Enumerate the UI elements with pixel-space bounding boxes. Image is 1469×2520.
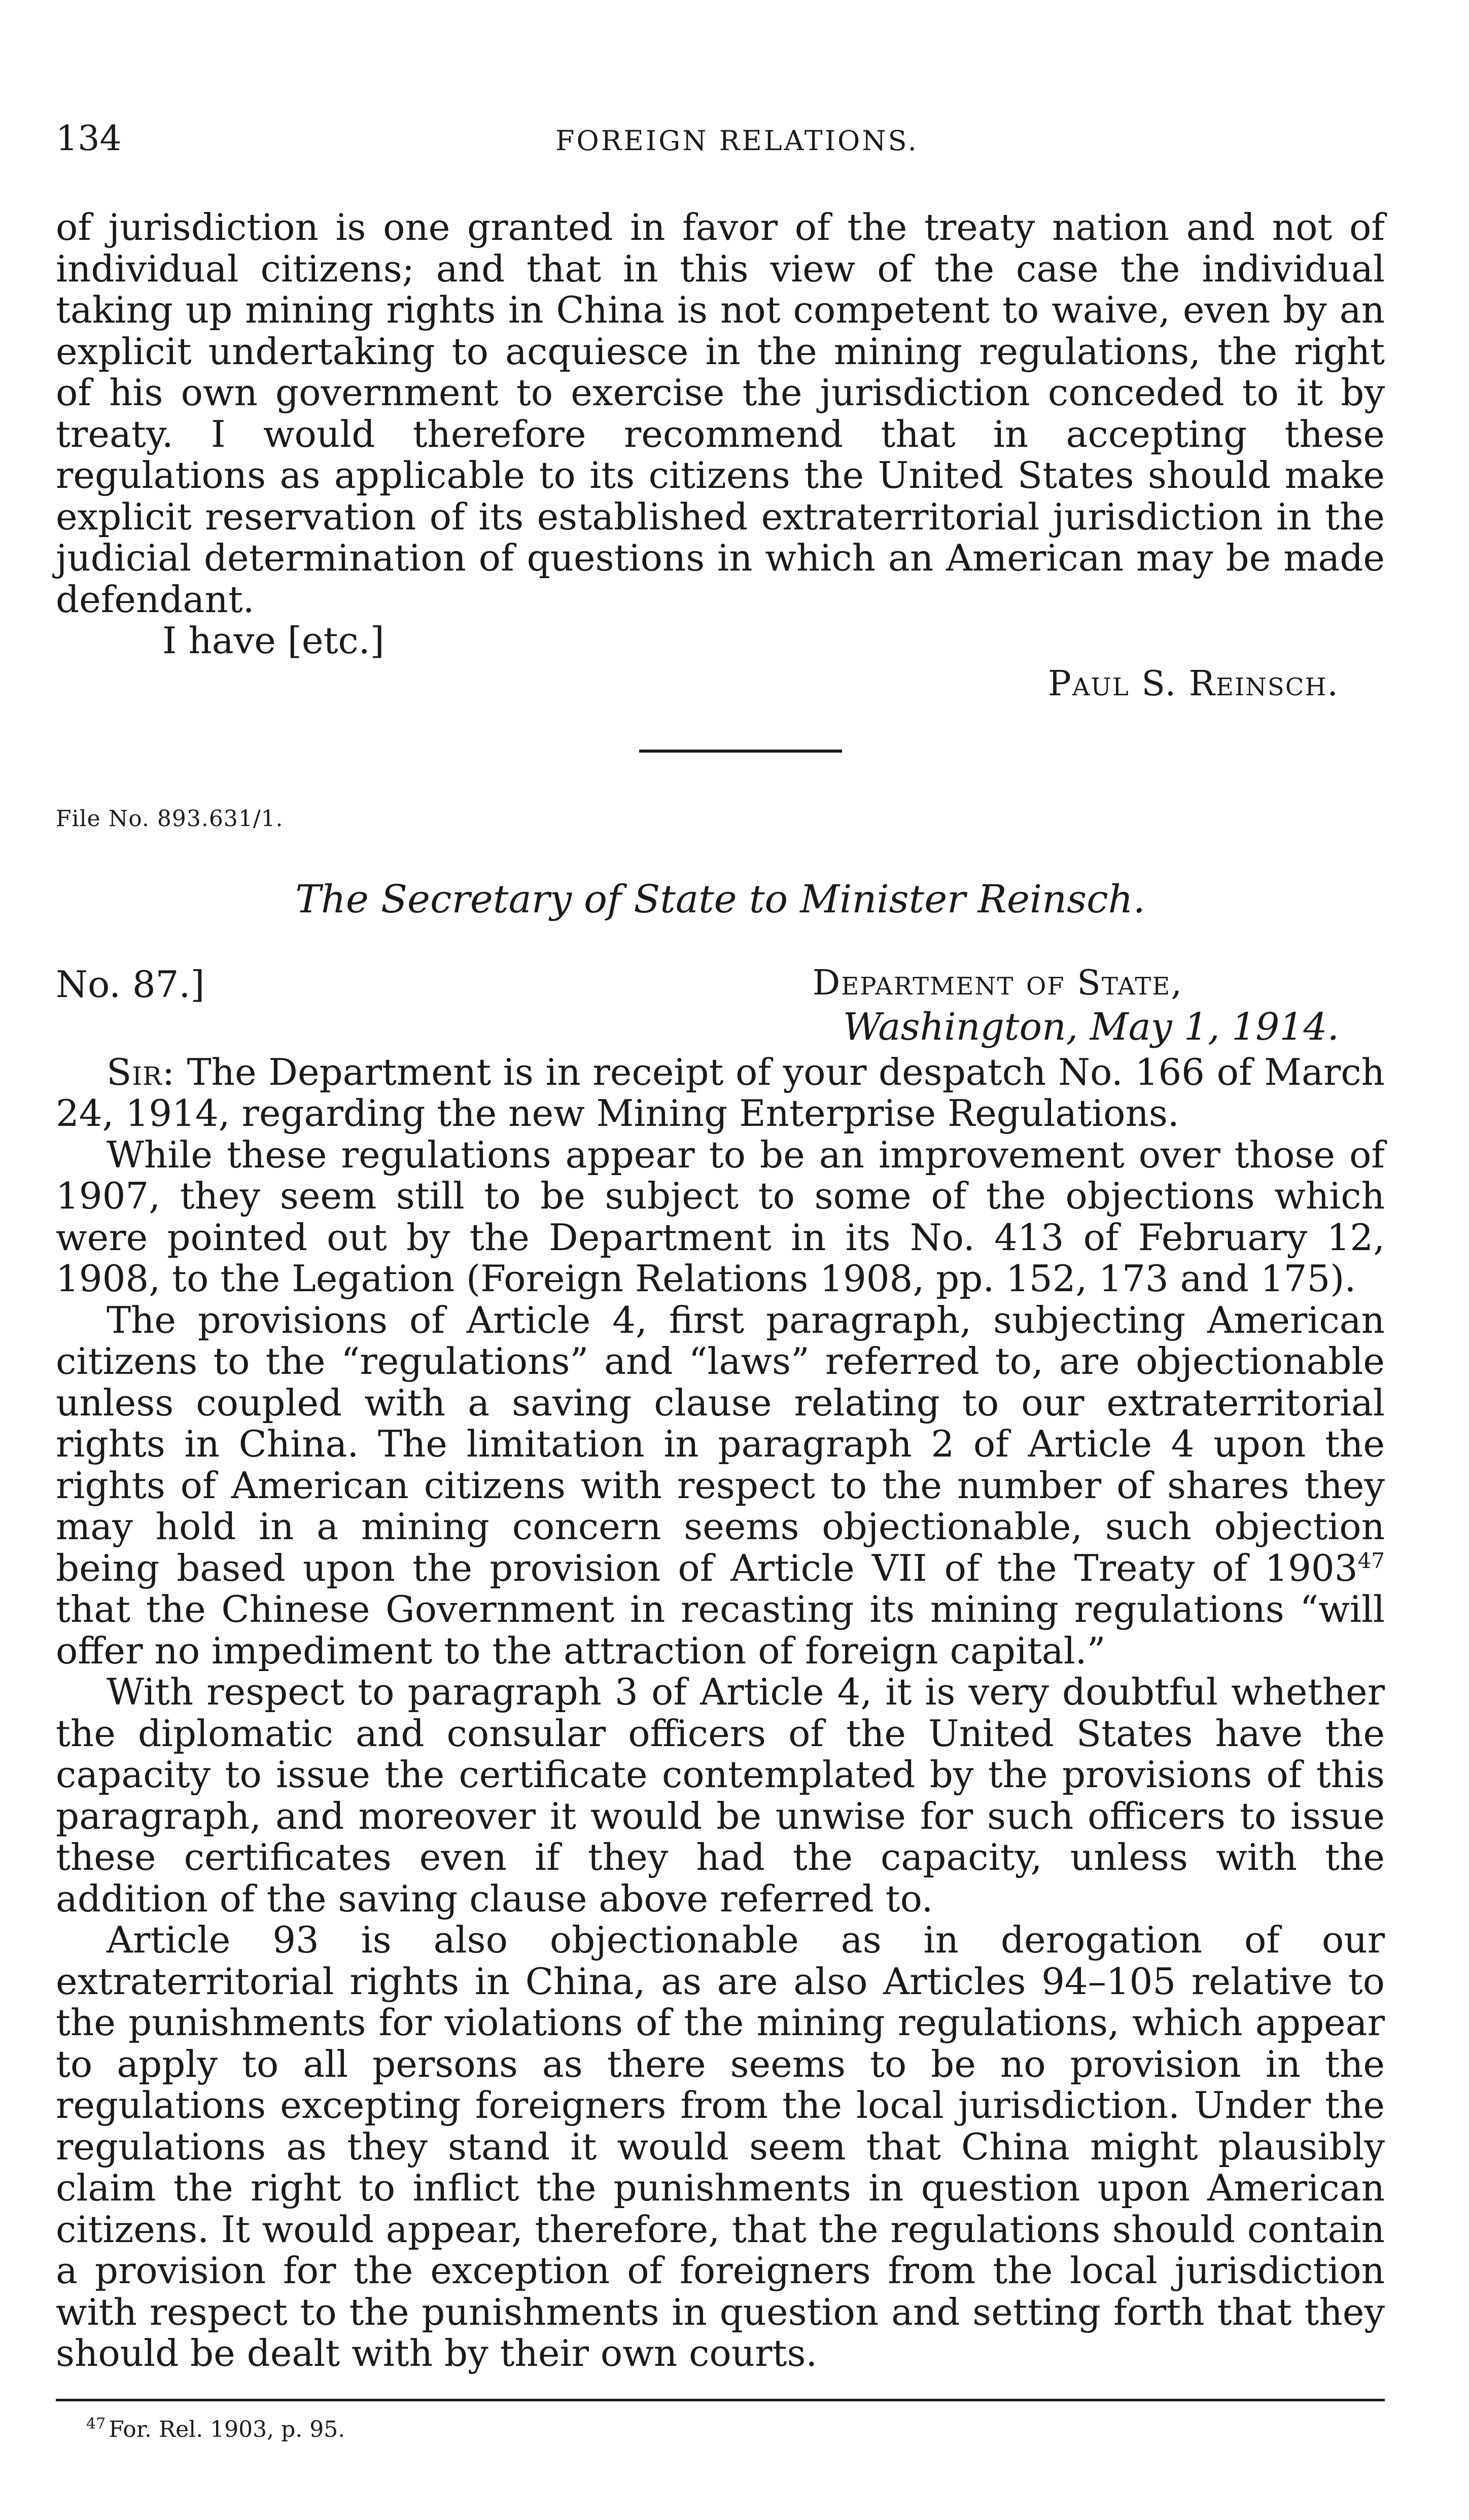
- salutation: Sir:: [107, 1050, 175, 1093]
- sender-block: [813, 963, 1339, 1049]
- continuation-paragraph: of jurisdiction is one granted in favor of the treaty nation and not of individual citizens; and that in this view of the case the individual taking up mining rights in China is not competent to waive, even by an explicit undertaking to acquiesce in the mining regulations, the right of his own government to exercise the jurisdiction conceded to it by treaty. I would therefore recommend that in accepting these regulations as applicable to its citizens the United States should make explicit reservation of its established extraterritorial jurisdiction in the judicial determination of questions in which an American may be made defendant.: [56, 206, 1385, 621]
- paragraph-1-text: The Department is in receipt of your despatch No. 166 of March 24, 1914, regarding the new Mining Enterprise Regulations.: [56, 1050, 1385, 1134]
- file-number: File No. 893.631/1.: [56, 805, 284, 832]
- paragraph-5: Article 93 is also objectionable as in derogation of our extraterritorial rights in China, as are also Articles 94–105 relative to the punishments for violations of the mining regulations, which appear to apply to all persons as there seems to be no provision in the regulations excepting foreigners from the local jurisdiction. Under the regulations as they stand it would seem that China might plausibly claim the right to inflict the punishments in question upon American citizens. It would appear, therefore, that the regulations should contain a provision for the exception of foreigners from the local jurisdiction with respect to the punishments in question and setting forth that they should be dealt with by their own courts.: [56, 1919, 1385, 2374]
- footnote-reference: 47: [1357, 1548, 1385, 1573]
- paragraph-1: [56, 1052, 1385, 1134]
- document-page: [56, 119, 1385, 2442]
- footnote-mark: 47: [86, 2415, 106, 2433]
- paragraph-3: [56, 1300, 1385, 1672]
- signature: Paul S. Reinsch.: [1047, 663, 1339, 704]
- paragraph-2: While these regulations appear to be an improvement over those of 1907, they seem still to be subject to some of the objections which were pointed out by the Department in its No. 413 of February 12, 1908, to the Legation (Foreign Relations 1908, pp. 152, 173 and 175).: [56, 1133, 1385, 1300]
- place-date: Washington, May 1, 1914.: [843, 1005, 1339, 1049]
- paragraph-3-text-b: that the Chinese Government in recasting its mining regulations “will offer no impediment to the attraction of foreign capital.”: [56, 1588, 1385, 1672]
- footnote-text: For. Rel. 1903, p. 95.: [109, 2416, 345, 2442]
- footnote-divider: [56, 2399, 1385, 2401]
- paragraph-3-text-a: The provisions of Article 4, first paragraph, subjecting American citizens to the “regulations” and “laws” referred to, are objectionable unless coupled with a saving clause relating to our extraterritorial rights in China. The limitation in paragraph 2 of Article 4 upon the rights of American citizens with respect to the number of shares they may hold in a mining concern seems objectionable, such objection being based upon the provision of Article VII of the Treaty of 1903: [56, 1298, 1385, 1589]
- footnote: [56, 2417, 1385, 2442]
- paragraph-4: With respect to paragraph 3 of Article 4, it is very doubtful whether the diplomatic and consular officers of the United States have the capacity to issue the certificate contemplated by the provisions of this paragraph, and moreover it would be unwise for such officers to issue these certificates even if they had the capacity, unless with the addition of the saving clause above referred to.: [56, 1671, 1385, 1920]
- running-head: FOREIGN RELATIONS.: [555, 125, 919, 157]
- department-name: Department of State,: [812, 963, 1183, 1003]
- address-block: [56, 963, 1385, 1049]
- document-heading: The Secretary of State to Minister Reinsch.: [295, 876, 1145, 921]
- page-number: 134: [56, 119, 122, 159]
- closing-line: I have [etc.]: [162, 619, 384, 662]
- section-divider: [639, 750, 842, 753]
- page-header: [56, 119, 1385, 159]
- document-number: No. 87.]: [56, 963, 205, 1006]
